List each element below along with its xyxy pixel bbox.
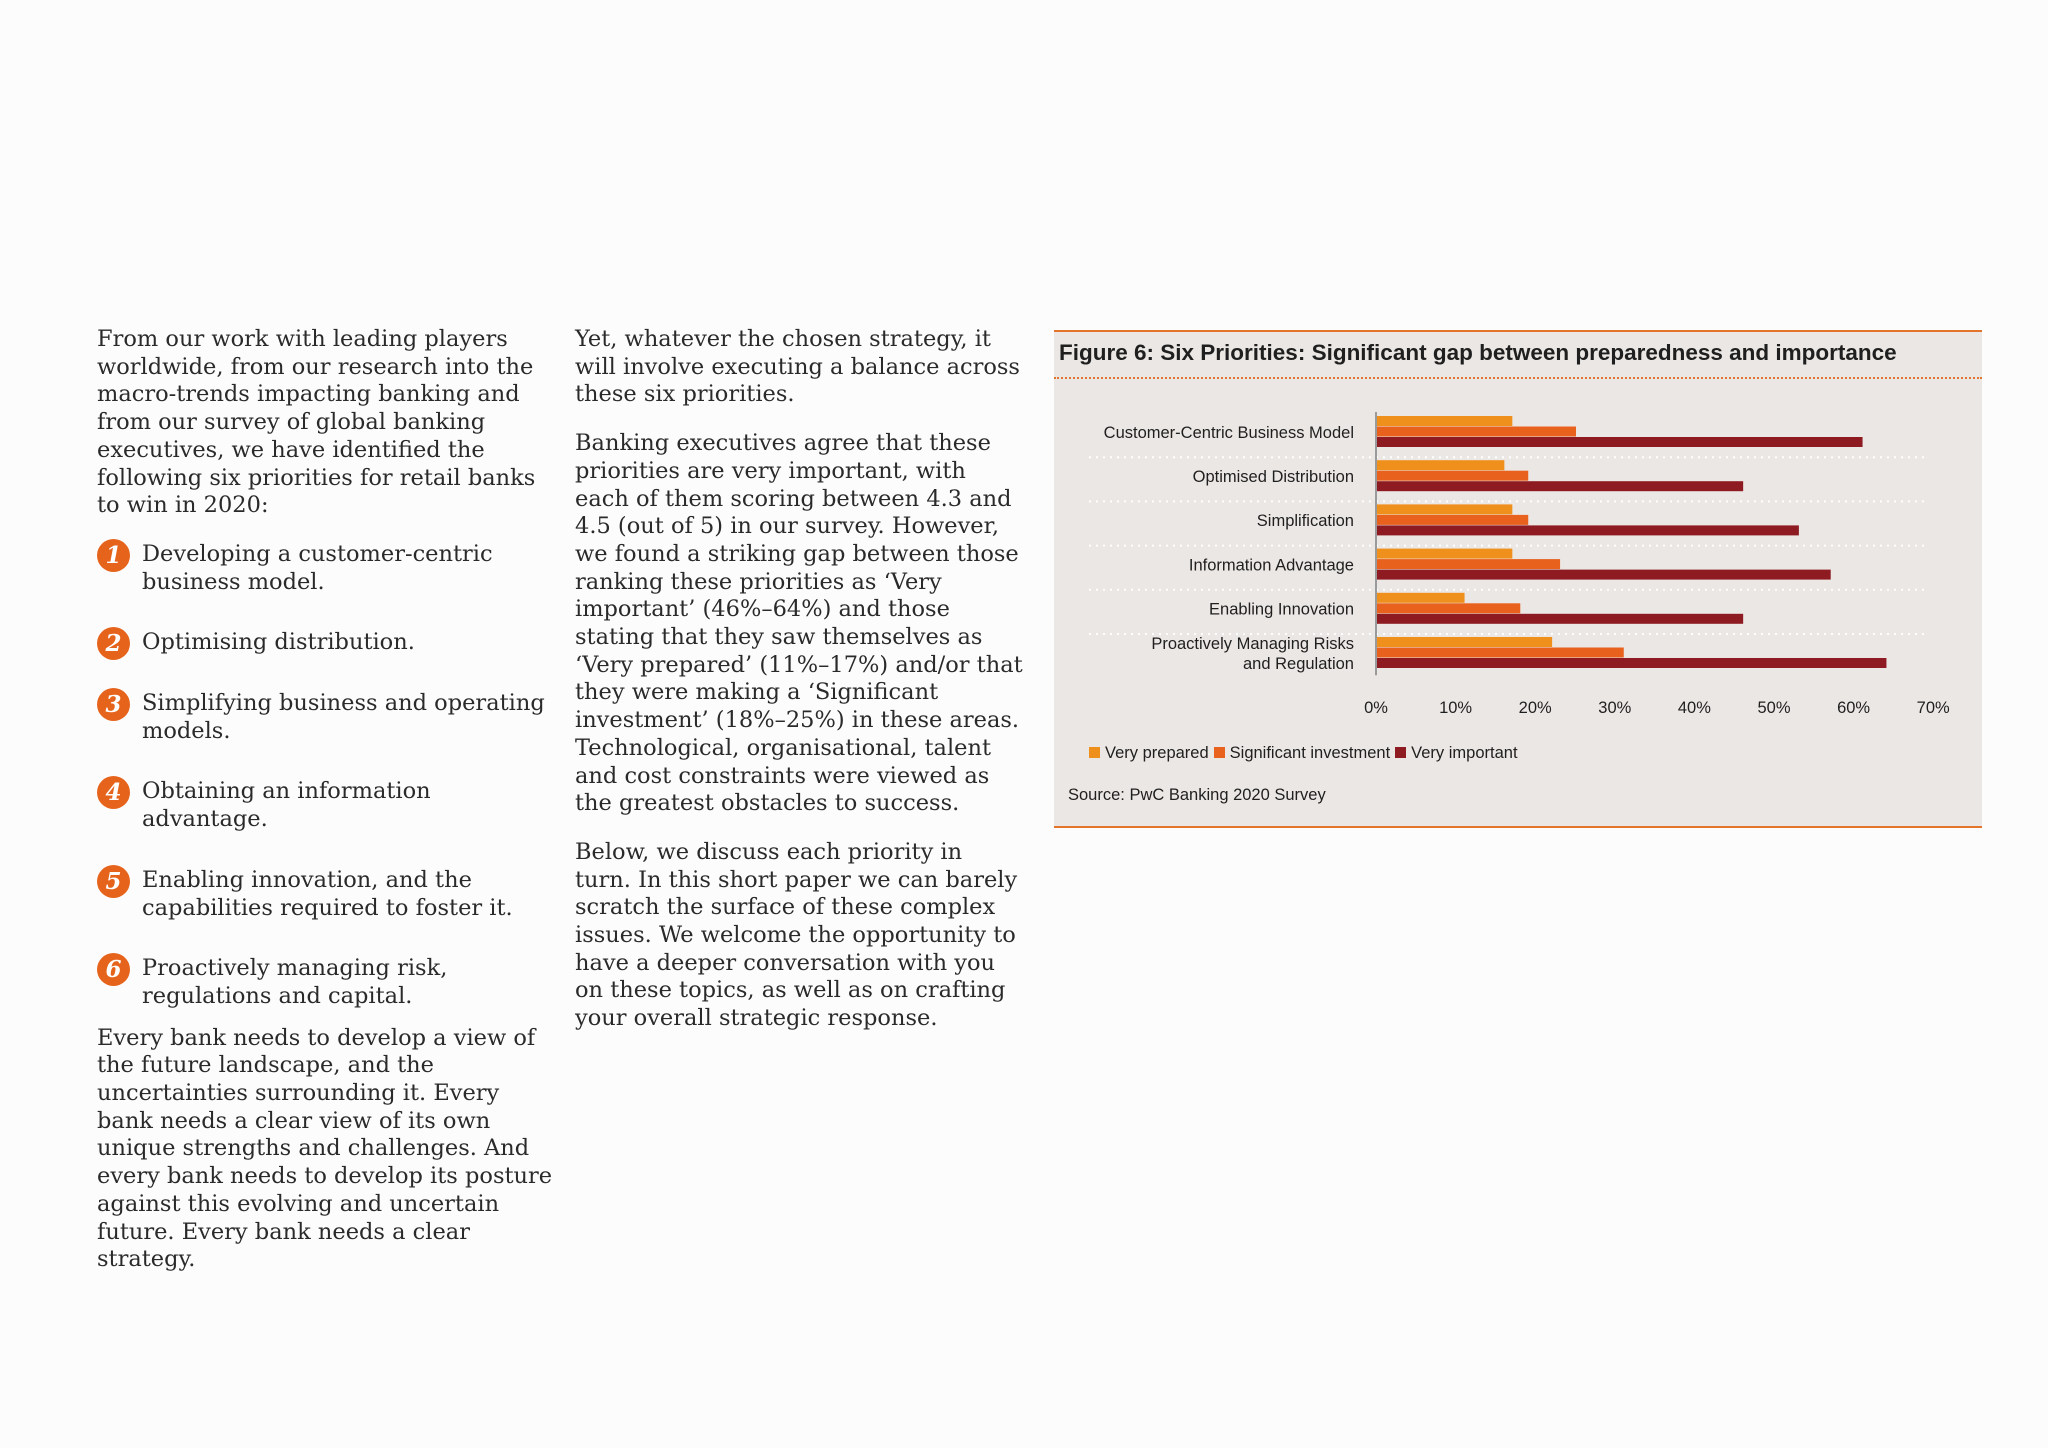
priority-item	[97, 955, 557, 1010]
bar	[1377, 504, 1512, 514]
bar	[1377, 437, 1863, 447]
legend-label: Significant investment	[1229, 744, 1391, 762]
bar	[1377, 603, 1520, 613]
priority-item	[97, 778, 557, 833]
category-label: Proactively Managing Risks	[1151, 634, 1354, 653]
x-tick-label: 70%	[1916, 699, 1950, 717]
priority-number-badge: 5	[97, 865, 130, 898]
bar	[1377, 637, 1552, 647]
priority-text: Obtaining an information advantage.	[142, 778, 431, 833]
priority-number-badge: 4	[97, 776, 130, 809]
bar	[1377, 427, 1576, 437]
priority-item	[97, 541, 557, 596]
legend-item	[1214, 744, 1391, 763]
bar	[1377, 416, 1512, 426]
category-label: Enabling Innovation	[1209, 600, 1354, 619]
bar	[1377, 525, 1799, 535]
figure-title: Figure 6: Six Priorities: Significant gap between preparedness and importance	[1059, 340, 1897, 365]
intro-paragraph: From our work with leading players worldwide, from our research into the macro-trends impacting banking and from our survey of global banking executives, we have identified the following six priorities for retail banks to win in 2020:	[97, 326, 536, 519]
priority-text: Proactively managing risk, regulations and capital.	[142, 955, 448, 1009]
category-label: Optimised Distribution	[1192, 467, 1354, 486]
x-tick-label: 30%	[1598, 699, 1632, 717]
chart-legend	[1089, 744, 1523, 763]
priority-item	[97, 690, 557, 745]
priority-number-badge: 1	[97, 539, 130, 572]
bar	[1377, 658, 1886, 668]
legend-item	[1089, 744, 1209, 763]
priority-text: Simplifying business and operating models.	[142, 690, 545, 744]
figure-panel	[1054, 330, 1982, 828]
bar-chart	[1054, 332, 1982, 732]
bar	[1377, 481, 1743, 491]
priority-text: Enabling innovation, and the capabilities required to foster it.	[142, 866, 513, 921]
bar	[1377, 471, 1528, 481]
priority-item	[97, 629, 557, 657]
legend-label: Very important	[1411, 744, 1518, 762]
category-label: Customer-Centric Business Model	[1103, 423, 1354, 442]
bar	[1377, 593, 1465, 603]
priority-text: Optimising distribution.	[142, 629, 415, 656]
priority-number-badge: 2	[97, 627, 130, 660]
left-text-column	[97, 326, 557, 1295]
legend-item	[1395, 744, 1517, 763]
bar	[1377, 559, 1560, 569]
priority-number-badge: 3	[97, 688, 130, 721]
category-label: Simplification	[1256, 512, 1354, 531]
figure-source: Source: PwC Banking 2020 Survey	[1068, 786, 1326, 804]
legend-label: Very prepared	[1105, 744, 1209, 762]
category-label: and Regulation	[1242, 654, 1354, 673]
survey-paragraph: Banking executives agree that these priorities are very important, with each of them scoring between 4.3 and 4.5 (out of 5) in our survey. However, we found a striking gap between those ranking these priorities as ‘Very important’ (46%–64%) and those stating that they saw themselves as ‘Very prepared’ (11%–17%) and/or that they were making a ‘Significant investment’ (18%–25%) in these areas. Technological, organisational, talent and cost constraints were viewed as the greatest obstacles to success.	[575, 430, 1023, 817]
x-tick-label: 0%	[1364, 699, 1388, 717]
x-tick-label: 60%	[1837, 699, 1871, 717]
priority-item	[97, 867, 557, 922]
right-text-column	[575, 326, 1025, 1054]
discussion-paragraph: Below, we discuss each priority in turn. In this short paper we can barely scratch the surface of these complex issues. We welcome the opportunity to have a deeper conversation with you on these topics, as well as on crafting your overall strategic response.	[575, 838, 1018, 1032]
bar	[1377, 549, 1512, 559]
closing-paragraph: Every bank needs to develop a view of the future landscape, and the uncertainties surrounding it. Every bank needs a clear view of its own unique strengths and challenges. And every bank needs to develop its posture against this evolving and uncertain future. Every bank needs a clear strategy.	[97, 1024, 553, 1273]
bar	[1377, 515, 1528, 525]
legend-swatch	[1214, 747, 1225, 758]
x-tick-label: 20%	[1518, 699, 1552, 717]
bar	[1377, 460, 1504, 470]
category-label: Information Advantage	[1188, 556, 1354, 575]
x-tick-label: 40%	[1677, 699, 1711, 717]
bar	[1377, 648, 1624, 658]
legend-swatch	[1089, 747, 1100, 758]
priority-list	[97, 541, 557, 1011]
bar	[1377, 570, 1831, 580]
strategy-paragraph: Yet, whatever the chosen strategy, it will involve executing a balance across these six priorities.	[575, 326, 1020, 408]
priority-text: Developing a customer-centric business model.	[142, 540, 493, 595]
priority-number-badge: 6	[97, 953, 130, 986]
legend-swatch	[1395, 747, 1406, 758]
x-tick-label: 50%	[1757, 699, 1791, 717]
x-tick-label: 10%	[1439, 699, 1473, 717]
bar	[1377, 614, 1743, 624]
